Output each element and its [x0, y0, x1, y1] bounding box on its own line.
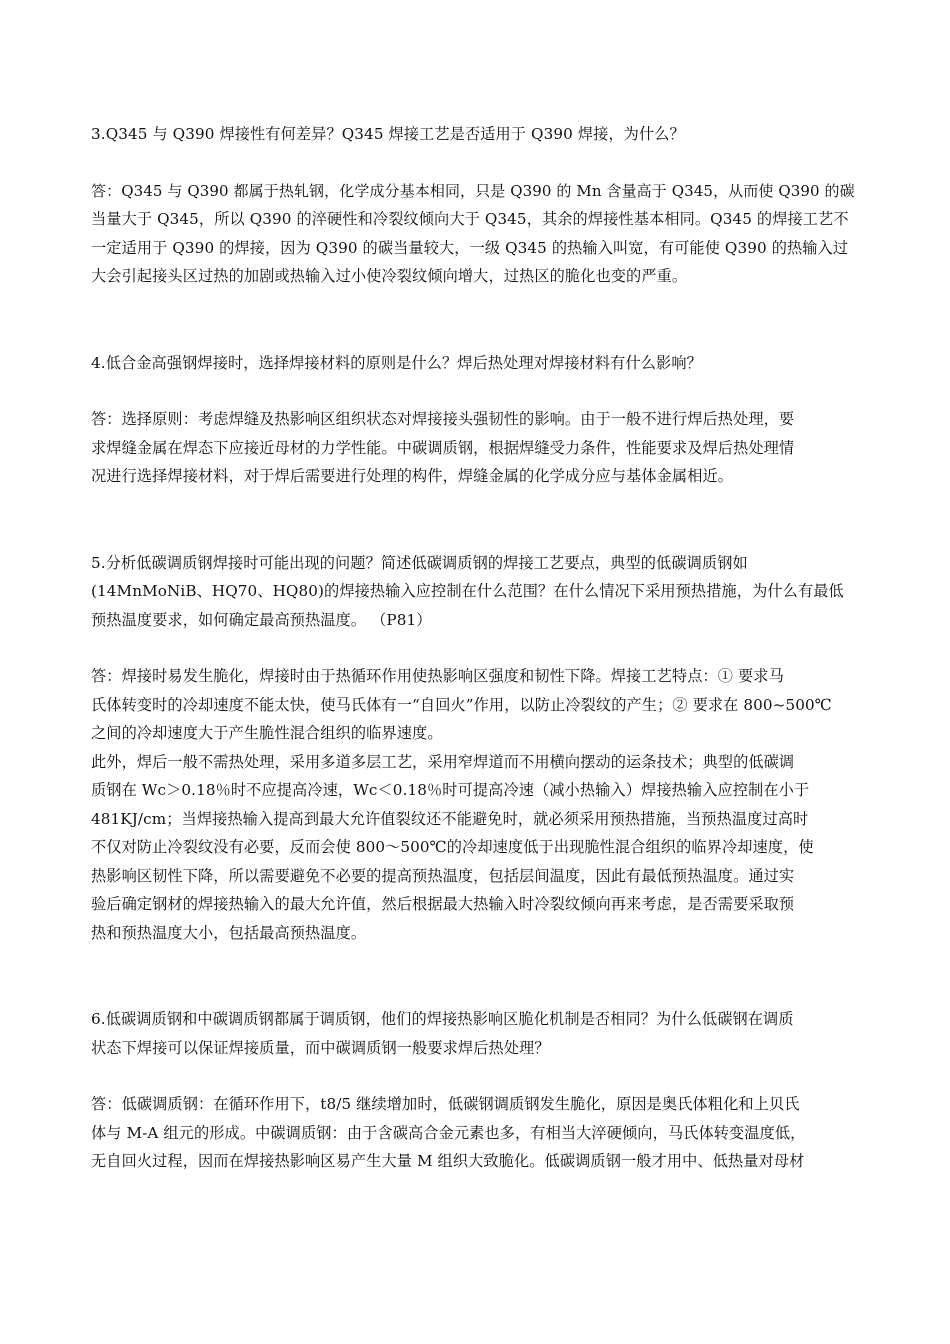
answer-4 — [91, 405, 861, 491]
answer-line: 质钢在 Wc＞0.18％时不应提高冷速，Wc＜0.18％时可提高冷速（减小热输入）焊接热输入应控制在小于 — [91, 781, 810, 799]
question-line: 5.分析低碳调质钢焊接时可能出现的问题？简述低碳调质钢的焊接工艺要点，典型的低碳调质钢如 — [91, 553, 748, 572]
answer-line: 氏体转变时的冷却速度不能太快，使马氏体有一“自回火”作用，以防止冷裂纹的产生；② 要求在 800~500℃ — [91, 695, 832, 714]
question-line: 预热温度要求，如何确定最高预热温度。 （P81） — [91, 610, 432, 629]
answer-5 — [91, 662, 861, 947]
answer-line: 验后确定钢材的焊接热输入的最大允许值，然后根据最大热输入时冷裂纹倾向再来考虑，是否需要采取预 — [91, 895, 795, 913]
answer-line: 答：低碳调质钢：在循环作用下，t8/5 继续增加时，低碳钢调质钢发生脆化，原因是奥氏体粗化和上贝氏 — [91, 1095, 800, 1113]
answer-line: 况进行选择焊接材料，对于焊后需要进行处理的构件，焊缝金属的化学成分应与基体金属相近。 — [91, 467, 734, 485]
answer-line: 答：焊接时易发生脆化，焊接时由于热循环作用使热影响区强度和韧性下降。焊接工艺特点：① 要求马 — [91, 667, 784, 685]
answer-line: 此外，焊后一般不需热处理，采用多道多层工艺，采用窄焊道而不用横向摆动的运条技术；典型的低碳调 — [91, 752, 795, 771]
answer-line: 答：Q345 与 Q390 都属于热轧钢，化学成分基本相同，只是 Q390 的 Mn 含量高于 Q345，从而使 Q390 的碳 — [91, 181, 855, 200]
answer-line: 一定适用于 Q390 的焊接，因为 Q390 的碳当量较大，一级 Q345 的热输入叫宽，有可能使 Q390 的热输入过 — [91, 238, 849, 257]
question-3 — [91, 120, 861, 149]
question-6 — [91, 1005, 861, 1062]
answer-line: 不仅对防止冷裂纹没有必要，反而会使 800～500℃的冷却速度低于出现脆性混合组织的临界冷却速度，使 — [91, 838, 814, 856]
answer-line: 求焊缝金属在焊态下应接近母材的力学性能。中碳调质钢，根据焊缝受力条件，性能要求及焊后热处理情 — [91, 438, 795, 457]
question-line: 4.低合金高强钢焊接时，选择焊接材料的原则是什么？焊后热处理对焊接材料有什么影响？ — [91, 353, 702, 372]
answer-line: 热和预热温度大小，包括最高预热温度。 — [91, 923, 367, 942]
question-line: 3.Q345 与 Q390 焊接性有何差异？Q345 焊接工艺是否适用于 Q390 焊接，为什么？ — [91, 125, 685, 143]
answer-6 — [91, 1090, 861, 1176]
question-line: (14MnMoNiB、HQ70、HQ80)的焊接热输入应控制在什么范围？在什么情况下采用预热措施，为什么有最低 — [91, 582, 844, 600]
question-4 — [91, 349, 861, 378]
answer-line: 大会引起接头区过热的加剧或热输入过小使冷裂纹倾向增大，过热区的脆化也变的严重。 — [91, 267, 688, 285]
document-page — [91, 120, 861, 1176]
answer-line: 答：选择原则：考虑焊缝及热影响区组织状态对焊接接头强韧性的影响。由于一般不进行焊后热处理，要 — [91, 410, 795, 428]
question-5 — [91, 549, 861, 635]
answer-line: 之间的冷却速度大于产生脆性混合组织的临界速度。 — [91, 724, 443, 742]
answer-line: 无自回火过程，因而在焊接热影响区易产生大量 M 组织大致脆化。低碳调质钢一般才用中、低热量对母材 — [91, 1152, 805, 1170]
question-line: 6.低碳调质钢和中碳调质钢都属于调质钢，他们的焊接热影响区脆化机制是否相同？为什么低碳钢在调质 — [91, 1010, 794, 1028]
answer-line: 当量大于 Q345，所以 Q390 的淬硬性和冷裂纹倾向大于 Q345，其余的焊接性基本相同。Q345 的焊接工艺不 — [91, 210, 849, 228]
question-line: 状态下焊接可以保证焊接质量，而中碳调质钢一般要求焊后热处理？ — [91, 1038, 550, 1057]
answer-line: 热影响区韧性下降，所以需要避免不必要的提高预热温度，包括层间温度，因此有最低预热温度。通过实 — [91, 866, 795, 885]
answer-line: 481KJ/cm；当焊接热输入提高到最大允许值裂纹还不能避免时，就必须采用预热措施，当预热温度过高时 — [91, 809, 809, 828]
answer-3 — [91, 177, 861, 291]
answer-line: 体与 M-A 组元的形成。中碳调质钢：由于含碳高合金元素也多，有相当大淬硬倾向，马氏体转变温度低， — [91, 1123, 806, 1142]
